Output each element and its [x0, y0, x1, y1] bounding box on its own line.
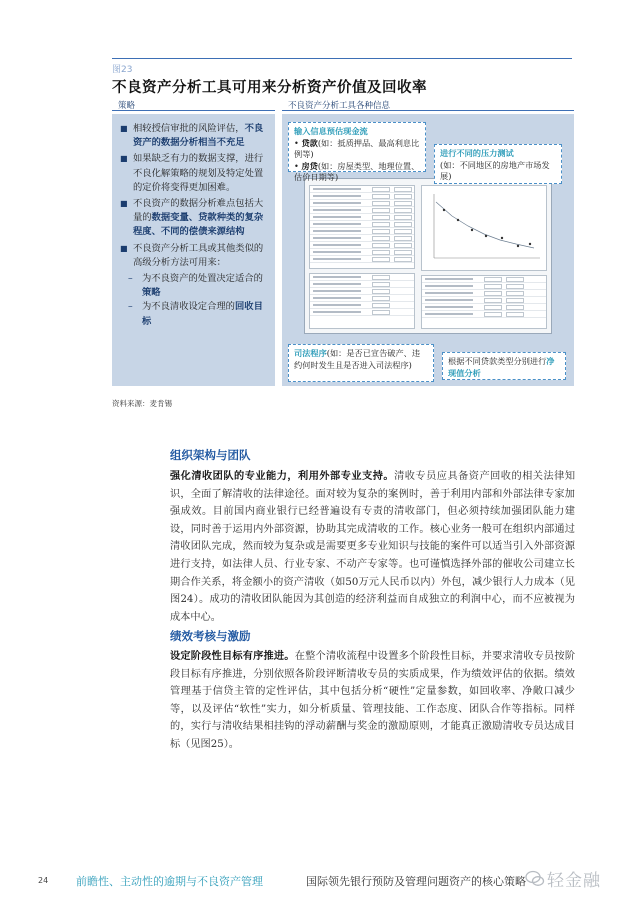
- figure-source: 资料来源：麦肯锡: [112, 399, 172, 408]
- npv-callout: 根据不同贷款类型分别进行净现值分析: [442, 352, 566, 380]
- section-heading: 组织架构与团队: [170, 448, 251, 462]
- bullet-icon: ■: [120, 124, 128, 133]
- dash-icon: –: [128, 273, 133, 285]
- bullet-icon: ■: [120, 199, 128, 209]
- strategy-point: ■ 如果缺乏有力的数据支撑，进行不良化解策略的规划及特定处置的定价将变得更加困难。: [120, 153, 264, 193]
- figure-panel: [112, 96, 574, 386]
- scatter-thumbnail-icon: [422, 186, 546, 270]
- secondary-form-thumbnail: [309, 273, 415, 329]
- figure-number: 图23: [112, 65, 133, 75]
- wechat-icon: [525, 868, 545, 888]
- footer-right-title: 国际领先银行预防及管理问题资产的核心策略: [306, 875, 526, 888]
- strategy-point: ■ 不良资产的数据分析难点包括大量的数据变量、贷款种类的复杂程度、不同的偿债来源结构: [120, 198, 264, 238]
- input-callout: 输入信息预估现金流 • 贷款(如：抵质押品、最高利息比例等) • 房贷(如：房屋类型、地理位置、估价日期等): [288, 122, 426, 172]
- section-paragraph: 强化清收团队的专业能力，利用外部专业支持。清收专员应具备资产回收的相关法律知识，全面了解清收的法律途径。面对较为复杂的案例时，善于利用内部和外部法律专家加强成效。目前国内商业银行已经普遍设有专责的清收部门，但必须持续加强团队能力建设，同时善于运用内外部资源，协助其完成清收的工作。核心业务一般可在组织内部通过清收团队完成，然而较为复杂或是需要更多专业知识与技能的案件可以适当引入外部资源进行支持，如法律人员、行业专家、不动产专家等。也可谨慎选择外部的催收公司建立长期合作关系，将金额小的资产清收（如50万元人民币以内）外包，减少银行人力成本（见图24）。成功的清收团队能因为其创造的经济利益而自成独立的利润中心，而不应被视为成本中心。: [170, 470, 576, 623]
- section-heading: 绩效考核与激励: [170, 629, 251, 643]
- strategy-subpoint: – 为不良资产的处置决定适合的策略: [128, 273, 263, 299]
- stress-test-callout: 进行不同的压力测试 (如：不同地区的房地产市场发展): [434, 144, 562, 184]
- strategy-header: 策略: [112, 96, 275, 111]
- strategy-box: [112, 114, 275, 386]
- bullet-icon: ■: [120, 243, 128, 253]
- footer-left-title: 前瞻性、主动性的逾期与不良资产管理: [76, 875, 263, 888]
- chart-thumbnail: [421, 185, 547, 271]
- tool-info-box: [282, 114, 574, 386]
- strategy-subpoint: – 为不良清收设定合理的回收目标: [128, 301, 263, 327]
- tool-info-header: 不良资产分析工具各种信息: [282, 96, 574, 111]
- strategy-point: ■ 相较授信审批的风险评估，不良资产的数据分析相当不充足: [120, 123, 264, 149]
- figure-title: 不良资产分析工具可用来分析资产价值及回收率: [112, 79, 427, 96]
- brand-logo: 轻金融: [525, 864, 635, 890]
- dash-icon: –: [128, 301, 133, 313]
- tool-screenshot: [304, 178, 552, 334]
- judicial-callout: 司法程序(如：是否已宣告破产、违约何时发生且是否进入司法程序): [288, 344, 434, 382]
- bullet-icon: ■: [120, 154, 128, 164]
- strategy-point: ■ 不良资产分析工具或其他类似的高级分析方法可用来：: [120, 242, 264, 268]
- section-paragraph: 设定阶段性目标有序推进。在整个清收流程中设置多个阶段性目标，并要求清收专员按阶段目标有序推进，分别依照各阶段评断清收专员的实质成果，作为绩效评估的依据。绩效管理基于信贷主管的定性评估，其中包括分析“硬性”定量参数，如回收率、净敞口减少等，以及评估“软性”实力，如分析质量、管理技能、工作态度、团队合作等指标。同样的，实行与清收结果相挂钩的浮动薪酬与奖金的激励原则，才能真正激励清收专员达成目标（见图25）。: [170, 650, 576, 750]
- input-form-thumbnail: [309, 185, 415, 269]
- top-rule: [112, 58, 572, 59]
- results-table-thumbnail: [421, 275, 547, 329]
- page-number: 24: [38, 876, 49, 885]
